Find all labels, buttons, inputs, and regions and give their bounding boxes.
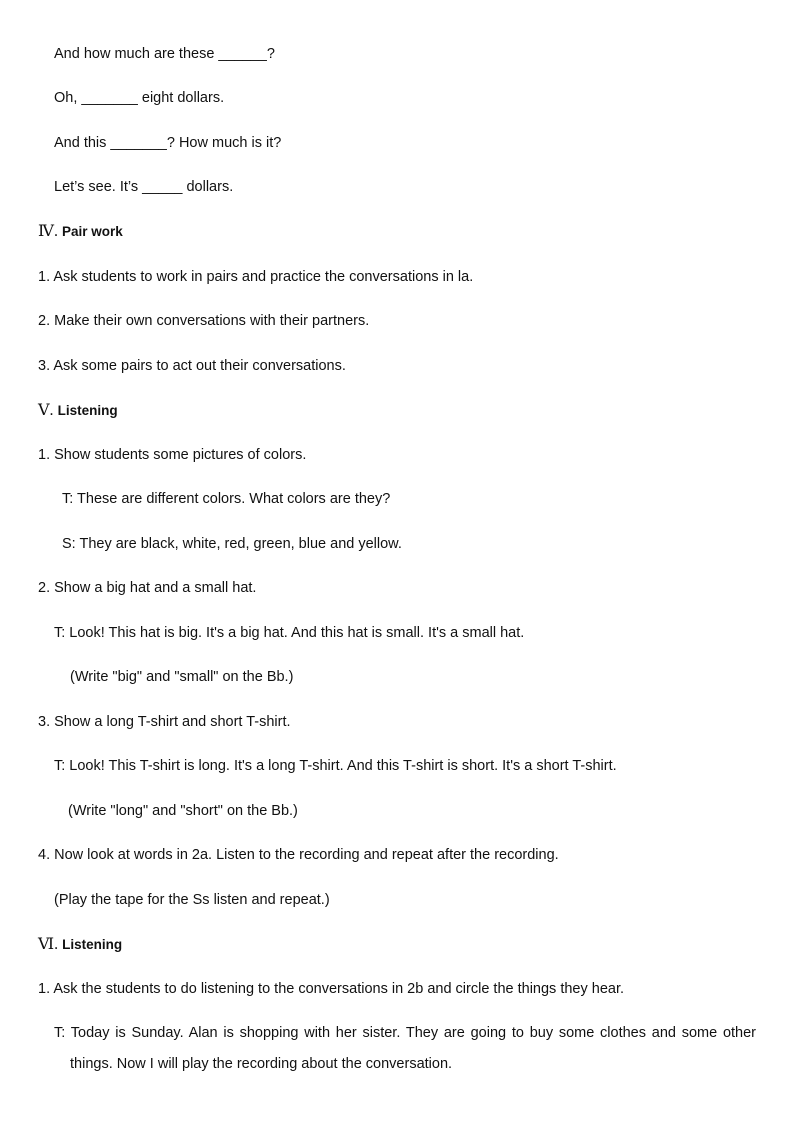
list-item: 1. Ask the students to do listening to the conversations in 2b and circle the things they hear. bbox=[38, 981, 625, 997]
list-item: 1. Show students some pictures of colors. bbox=[38, 447, 307, 463]
list-item: 3. Show a long T-shirt and short T-shirt. bbox=[38, 714, 291, 730]
section-title: Listening bbox=[62, 937, 123, 952]
dialog-line: And this _______? How much is it? bbox=[54, 135, 282, 151]
note-line: (Write "long" and "short" on the Bb.) bbox=[68, 803, 298, 819]
dialog-line: T: Look! This hat is big. It's a big hat. And this hat is small. It's a small hat. bbox=[54, 625, 525, 641]
list-item: 1. Ask students to work in pairs and practice the conversations in la. bbox=[38, 269, 474, 285]
note-line: (Play the tape for the Ss listen and repeat.) bbox=[54, 892, 330, 908]
dialog-line: Let’s see. It’s _____ dollars. bbox=[54, 179, 234, 195]
list-item: 2. Show a big hat and a small hat. bbox=[38, 580, 257, 596]
section-title: Pair work bbox=[62, 224, 123, 239]
dialog-paragraph: T: Today is Sunday. Alan is shopping with her sister. They are going to buy some clothes and some other things. Now I will play the recording about the conversation. bbox=[54, 1025, 756, 1072]
dialog-line: Oh, _______ eight dollars. bbox=[54, 90, 225, 106]
section-heading bbox=[0, 222, 756, 242]
dialog-line: T: Look! This T-shirt is long. It's a long T-shirt. And this T-shirt is short. It's a short T-shirt. bbox=[54, 758, 617, 774]
list-item: 3. Ask some pairs to act out their conversations. bbox=[38, 358, 346, 374]
section-numeral: Ⅵ. bbox=[38, 936, 59, 953]
list-item: 4. Now look at words in 2a. Listen to the recording and repeat after the recording. bbox=[38, 847, 559, 863]
note-line: (Write "big" and "small" on the Bb.) bbox=[70, 669, 294, 685]
section-numeral: Ⅳ. bbox=[38, 223, 58, 240]
section-title: Listening bbox=[57, 403, 118, 418]
dialog-line: T: These are different colors. What colors are they? bbox=[62, 491, 391, 507]
dialog-line: S: They are black, white, red, green, blue and yellow. bbox=[62, 536, 402, 552]
section-heading bbox=[0, 935, 756, 955]
dialog-line: And how much are these ______? bbox=[54, 46, 275, 62]
list-item: 2. Make their own conversations with their partners. bbox=[38, 313, 370, 329]
section-heading bbox=[0, 401, 756, 421]
section-numeral: Ⅴ. bbox=[38, 402, 54, 419]
